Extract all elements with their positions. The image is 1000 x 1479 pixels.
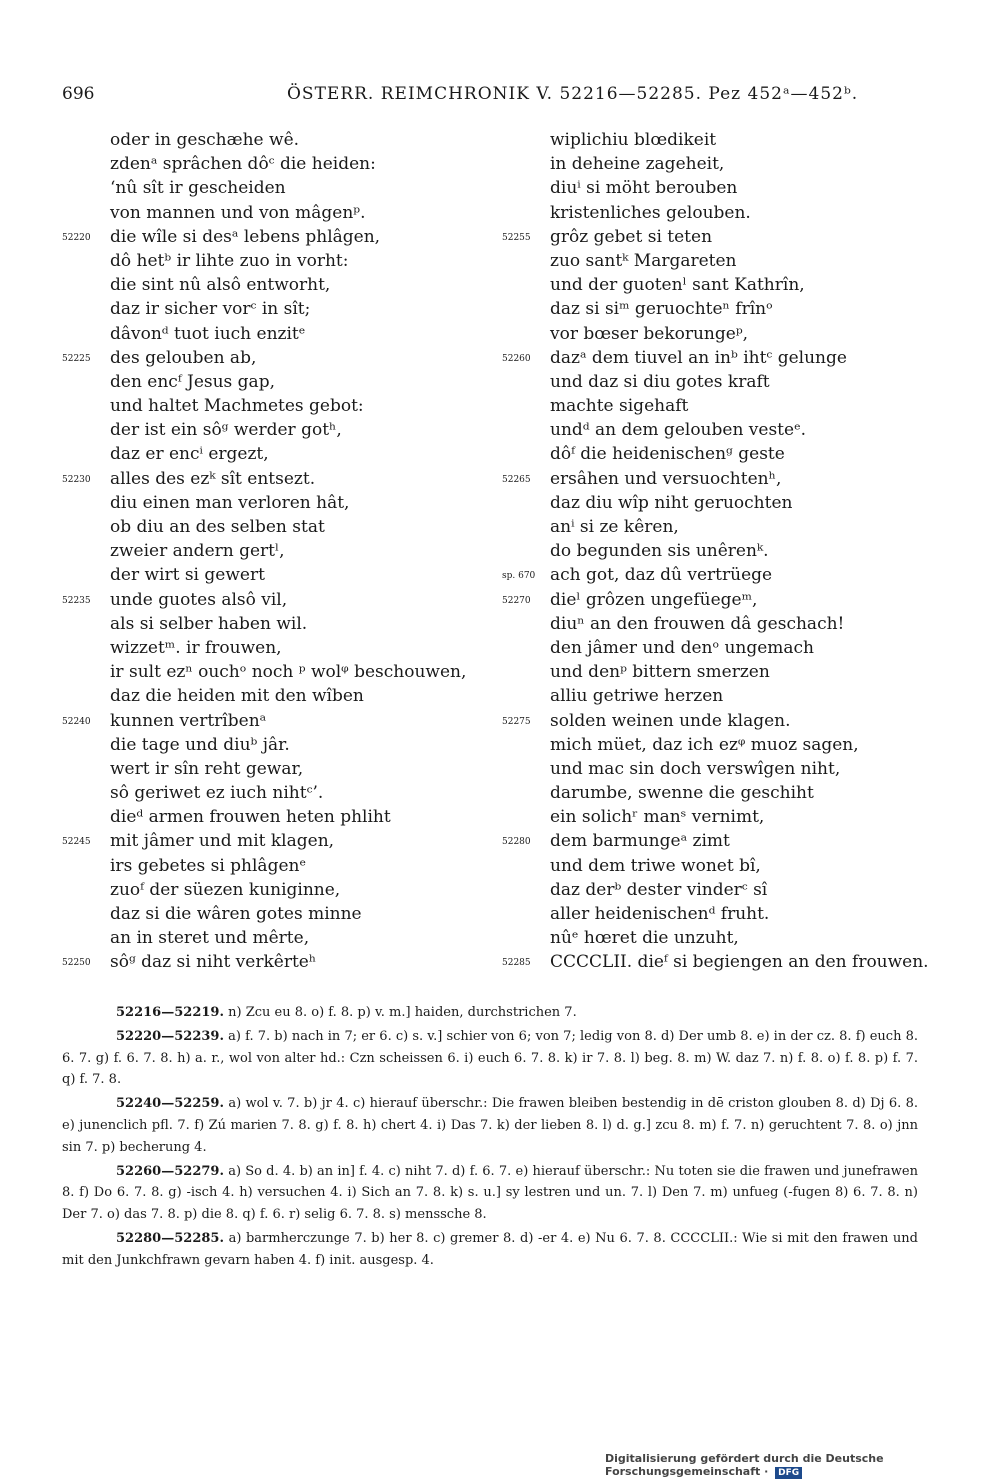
verse-line: [62, 709, 502, 733]
verse-line: [62, 829, 502, 853]
verse-text: ir sult ezⁿ ouchᵒ noch ᵖ wolᵠ beschouwen,: [110, 662, 467, 683]
verse-line: [62, 273, 502, 297]
verse-text: die sint nû alsô entworht,: [110, 275, 331, 296]
verse-line: [502, 854, 942, 878]
line-number: 52255: [502, 232, 531, 243]
left-verse-column: [62, 128, 502, 975]
apparatus-entry: [62, 1228, 918, 1272]
verse-line: [62, 612, 502, 636]
verse-text: nûᵉ hœret die unzuht,: [550, 928, 739, 949]
verse-text: anⁱ si ze kêren,: [550, 517, 679, 537]
verse-line: [62, 249, 502, 273]
verse-text: alles des ezᵏ sît entsezt.: [110, 468, 316, 489]
verse-text: daz er encⁱ ergezt,: [110, 444, 269, 465]
verse-line: [502, 322, 942, 346]
verse-line: [502, 636, 942, 660]
verse-line: [502, 950, 942, 974]
verse-line: [502, 805, 942, 829]
verse-text: solden weinen unde klagen.: [550, 710, 791, 731]
verse-line: [62, 297, 502, 321]
apparatus-text: a) f. 7. b) nach in 7; er 6. c) s. v.] schier von 6; von 7; ledig von 8. d) Der umb 8. e) in der cz. 8. f) euch 8. 6. 7. g) f. 6. 7. 8. h) a. r., wol von alter hd.: Czn scheissen 6. i) euch 6. 7. 8. k) ir 7. 8. l) beg. 8. m) W. daz 7. n) f. 8. o) f. 8. p) f. 7. q) f. 7. 8.: [62, 1028, 918, 1088]
verse-text: mit jâmer und mit klagen,: [110, 831, 335, 852]
footer-text: Digitalisierung gefördert durch die Deutsche Forschungsgemeinschaft ·: [605, 1452, 884, 1478]
verse-line: [502, 442, 942, 466]
dfg-logo: DFG: [775, 1467, 802, 1479]
verse-text: wiplichiu blœdikeit: [550, 130, 717, 150]
verse-text: und denᵖ bittern smerzen: [550, 662, 770, 683]
verse-line: [502, 878, 942, 902]
verse-line: [502, 201, 942, 225]
verse-text: darumbe, swenne die geschiht: [550, 783, 814, 804]
verse-line: [502, 176, 942, 200]
verse-text: ach got, daz dû vertrüege: [550, 565, 773, 586]
verse-line: [502, 394, 942, 418]
verse-text: und haltet Machmetes gebot:: [110, 396, 364, 417]
verse-text: als si selber haben wil.: [110, 613, 308, 634]
verse-text: ersâhen und versuochtenʰ,: [550, 468, 782, 489]
apparatus-range: 52260—52279.: [116, 1163, 224, 1179]
verse-text: dem barmungeᵃ zimt: [550, 831, 730, 852]
verse-line: [62, 805, 502, 829]
verse-line: [502, 612, 942, 636]
verse-text: zweier andern gertˡ,: [110, 541, 285, 562]
verse-line: [62, 442, 502, 466]
line-number: 52230: [62, 474, 91, 485]
verse-line: [62, 636, 502, 660]
verse-line: [62, 394, 502, 418]
verse-text: zuoᶠ der süezen kuniginne,: [110, 879, 341, 900]
verse-text: die wîle si desᵃ lebens phlâgen,: [110, 226, 381, 247]
verse-line: [502, 273, 942, 297]
verse-line: [502, 418, 942, 442]
apparatus-text: n) Zcu eu 8. o) f. 8. p) v. m.] haiden, durchstrichen 7.: [228, 1005, 577, 1020]
verse-text: ein solichʳ manˢ vernimt,: [550, 807, 765, 828]
verse-text: ob diu an des selben stat: [110, 517, 325, 537]
verse-line: [62, 684, 502, 708]
verse-text: und mac sin doch verswîgen niht,: [550, 758, 841, 779]
verse-text: diuⁱ si möht berouben: [550, 178, 738, 199]
verse-text: undᵈ an dem gelouben vesteᵉ.: [550, 420, 807, 441]
verse-line: [62, 225, 502, 249]
running-title: ÖSTERR. REIMCHRONIK V. 52216—52285. Pez 452ᵃ—452ᵇ.: [287, 84, 859, 104]
apparatus-text: a) So d. 4. b) an in] f. 4. c) niht 7. d) f. 6. 7. e) hierauf überschr.: Nu toten sie die frawen und junefrawen 8. f) Do 6. 7. 8. g) -isch 4. h) versuchen 4. i) Sich an 7. 8. k) s. u.] sy lestren und un. 7. l) Den 7. m) unfueg (-fugen 8) 6. 7. 8. n) Der 7. o) das 7. 8. p) die 8. q) f. 6. r) selig 6. 7. 8. s) menssche 8.: [62, 1163, 918, 1223]
apparatus-range: 52240—52259.: [116, 1096, 224, 1112]
verse-line: [502, 733, 942, 757]
verse-line: [62, 152, 502, 176]
line-number: 52285: [502, 958, 531, 969]
verse-line: [62, 588, 502, 612]
right-verse-column: [502, 128, 942, 975]
verse-text: dazᵃ dem tiuvel an inᵇ ihtᶜ gelunge: [550, 347, 847, 368]
verse-line: [62, 322, 502, 346]
verse-text: sôᵍ daz si niht verkêrteʰ: [110, 952, 317, 973]
verse-line: [502, 467, 942, 491]
verse-line: [502, 128, 942, 152]
verse-line: [62, 781, 502, 805]
verse-line: [62, 491, 502, 515]
verse-text: zuo santᵏ Margareten: [550, 250, 737, 271]
apparatus-entry: [62, 1161, 918, 1226]
verse-text: daz die heiden mit den wîben: [110, 686, 364, 707]
line-number: 52240: [62, 716, 91, 727]
line-number: 52235: [62, 595, 91, 606]
verse-text: dieˡ grôzen ungefüegeᵐ,: [550, 589, 758, 610]
verse-text: grôz gebet si teten: [550, 226, 713, 247]
verse-line: [62, 201, 502, 225]
verse-text: in deheine zageheit,: [550, 154, 725, 175]
verse-text: kristenliches gelouben.: [550, 202, 751, 223]
verse-line: [62, 539, 502, 563]
verse-text: daz derᵇ dester vinderᶜ sî: [550, 879, 768, 900]
verse-line: [62, 128, 502, 152]
verse-line: [502, 297, 942, 321]
verse-text: diuⁿ an den frouwen dâ geschach!: [550, 613, 845, 634]
verse-text: den encᶠ Jesus gap,: [110, 371, 275, 392]
verse-text: do begunden sis unêrenᵏ.: [550, 541, 769, 562]
verse-line: [502, 152, 942, 176]
verse-text: und daz si diu gotes kraft: [550, 371, 770, 392]
verse-line: [502, 829, 942, 853]
verse-line: [62, 926, 502, 950]
verse-line: [502, 684, 942, 708]
line-number: 52280: [502, 837, 531, 848]
verse-line: [502, 660, 942, 684]
verse-text: der ist ein sôᵍ werder gotʰ,: [110, 420, 342, 441]
verse-line: [62, 346, 502, 370]
verse-text: von mannen und von mâgenᵖ.: [110, 202, 366, 223]
line-number: 52265: [502, 474, 531, 485]
verse-line: [502, 370, 942, 394]
verse-line: [502, 902, 942, 926]
verse-text: daz si siᵐ geruochteⁿ frînᵒ: [550, 299, 773, 320]
verse-text: vor bœser bekorungeᵖ,: [550, 323, 749, 344]
apparatus-range: 52280—52285.: [116, 1230, 224, 1246]
verse-text: daz diu wîp niht geruochten: [550, 492, 793, 513]
verse-text: dâvonᵈ tuot iuch enzitᵉ: [110, 323, 306, 344]
line-number: 52260: [502, 353, 531, 364]
apparatus-entry: [62, 1002, 918, 1024]
verse-line: [502, 515, 942, 539]
apparatus-text: a) wol v. 7. b) jr 4. c) hierauf überschr.: Die frawen bleiben bestendig in dē criston glouben 8. d) Dj 6. 8. e) junenclich pfl. 7. f) Zú marien 7. 8. g) f. 8. h) chert 4. i) Das 7. k) der lieben 8. l) d. g.] zcu 8. m) f. 7. n) geruchtent 7. 8. o) jnn sin 7. p) becherung 4.: [62, 1096, 918, 1155]
apparatus-text: a) barmherczunge 7. b) her 8. c) gremer 8. d) -er 4. e) Nu 6. 7. 8. CCCCLII.: Wie si mit den frawen und mit den Junkchfrawn gevarn haben 4. f) init. ausgesp. 4.: [62, 1230, 918, 1268]
critical-apparatus: [62, 1002, 918, 1272]
verse-line: [62, 733, 502, 757]
apparatus-entry: [62, 1093, 918, 1158]
verse-line: [62, 757, 502, 781]
verse-text: der wirt si gewert: [110, 565, 265, 586]
verse-text: den jâmer und denᵒ ungemach: [550, 637, 815, 658]
verse-text: wizzetᵐ. ir frouwen,: [110, 637, 282, 658]
verse-line: [62, 902, 502, 926]
verse-text: machte sigehaft: [550, 396, 689, 417]
verse-line: [62, 854, 502, 878]
verse-text: und der guotenˡ sant Kathrîn,: [550, 275, 805, 296]
apparatus-range: 52216—52219.: [116, 1005, 224, 1020]
apparatus-entry: [62, 1026, 918, 1091]
verse-line: [502, 346, 942, 370]
line-number: sp. 670: [502, 571, 536, 582]
line-number: 52250: [62, 958, 91, 969]
verse-text: dô hetᵇ ir lihte zuo in vorht:: [110, 250, 349, 271]
verse-text: wert ir sîn reht gewar,: [110, 758, 304, 779]
verse-text: zdenᵃ sprâchen dôᶜ die heiden:: [110, 154, 376, 175]
verse-line: [502, 757, 942, 781]
verse-line: [62, 563, 502, 587]
verse-line: [62, 467, 502, 491]
verse-text: mich müet, daz ich ezᵠ muoz sagen,: [550, 734, 859, 755]
verse-text: und dem triwe wonet bî,: [550, 855, 761, 876]
verse-text: diu einen man verloren hât,: [110, 492, 350, 513]
verse-line: [502, 588, 942, 612]
verse-line: [502, 249, 942, 273]
verse-line: [62, 878, 502, 902]
verse-line: [502, 563, 942, 587]
verse-line: [62, 370, 502, 394]
verse-text: kunnen vertrîbenᵃ: [110, 710, 267, 731]
verse-line: [502, 539, 942, 563]
apparatus-range: 52220—52239.: [116, 1028, 224, 1044]
verse-text: irs gebetes si phlâgenᵉ: [110, 855, 307, 876]
verse-line: [62, 660, 502, 684]
page-header: [62, 84, 918, 110]
verse-line: [502, 491, 942, 515]
line-number: 52245: [62, 837, 91, 848]
verse-text: die tage und diuᵇ jâr.: [110, 734, 290, 755]
verse-text: CCCCLII. dieᶠ si begiengen an den frouwen.: [550, 952, 929, 973]
page-number: 696: [62, 84, 95, 104]
verse-text: oder in geschæhe wê.: [110, 130, 300, 150]
line-number: 52220: [62, 232, 91, 243]
verse-text: dieᵈ armen frouwen heten phliht: [110, 807, 391, 828]
footer-credit: [605, 1452, 985, 1478]
verse-text: daz ir sicher vorᶜ in sît;: [110, 299, 311, 320]
verse-text: sô geriwet ez iuch nihtᶜ’.: [110, 783, 324, 804]
verse-line: [62, 515, 502, 539]
verse-line: [62, 176, 502, 200]
verse-line: [502, 926, 942, 950]
verse-text: dôᶠ die heidenischenᵍ geste: [550, 444, 785, 465]
verse-text: unde guotes alsô vil,: [110, 589, 288, 610]
verse-line: [62, 950, 502, 974]
verse-text: daz si die wâren gotes minne: [110, 904, 362, 924]
line-number: 52270: [502, 595, 531, 606]
verse-line: [502, 709, 942, 733]
verse-line: [502, 225, 942, 249]
line-number: 52275: [502, 716, 531, 727]
verse-line: [502, 781, 942, 805]
verse-line: [62, 418, 502, 442]
verse-text: aller heidenischenᵈ fruht.: [550, 904, 770, 924]
verse-text: ‘nû sît ir gescheiden: [110, 178, 286, 199]
verse-text: an in steret und mêrte,: [110, 928, 310, 949]
verse-text: alliu getriwe herzen: [550, 686, 724, 707]
verse-text: des gelouben ab,: [110, 347, 257, 368]
line-number: 52225: [62, 353, 91, 364]
